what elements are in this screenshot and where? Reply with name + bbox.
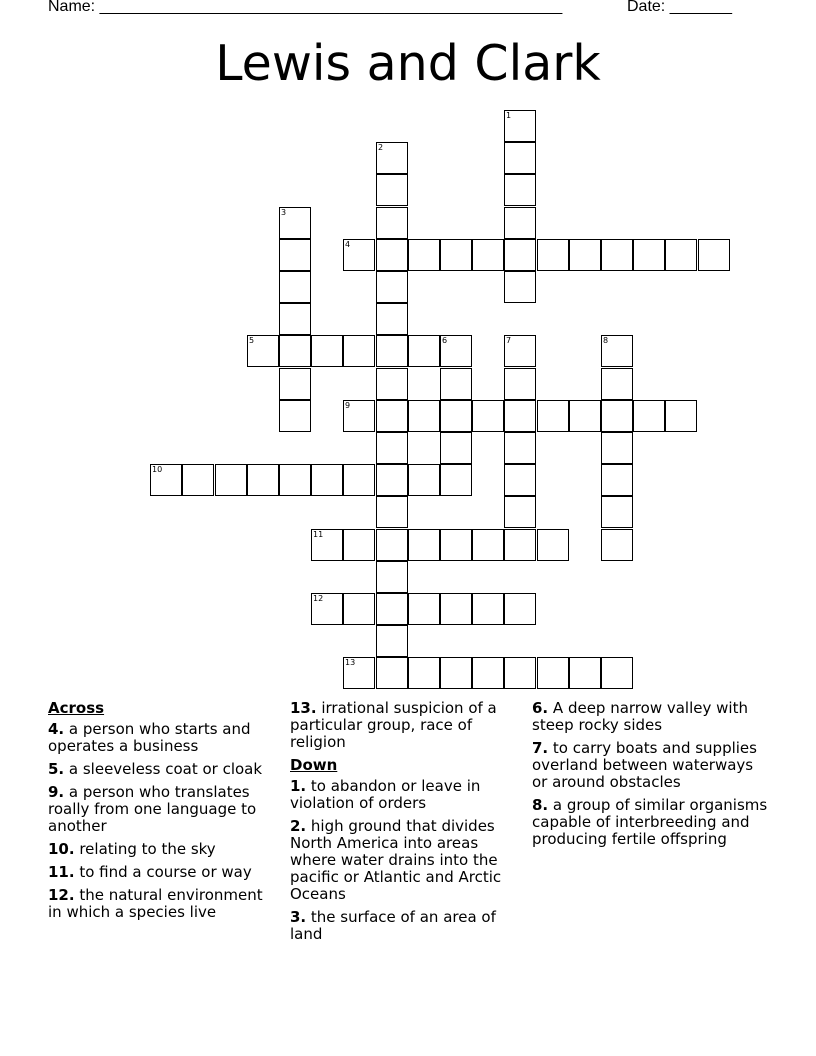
grid-cell[interactable] — [343, 593, 375, 625]
grid-cell[interactable] — [150, 464, 182, 496]
grid-cell[interactable] — [569, 400, 601, 432]
clue-item — [532, 700, 772, 734]
grid-cell[interactable] — [440, 335, 472, 367]
grid-cell[interactable] — [279, 464, 311, 496]
grid-cell[interactable] — [311, 593, 343, 625]
grid-cell[interactable] — [504, 207, 536, 239]
grid-cell[interactable] — [472, 529, 504, 561]
clue-text: the natural environment in which a species live — [48, 886, 263, 921]
grid-cell[interactable] — [504, 529, 536, 561]
grid-cell[interactable] — [376, 271, 408, 303]
grid-cell[interactable] — [376, 561, 408, 593]
clue-number: 6 — [442, 336, 448, 345]
clue-text: a person who translates roally from one language to another — [48, 783, 257, 835]
grid-cell[interactable] — [279, 303, 311, 335]
grid-cell[interactable] — [504, 593, 536, 625]
grid-cell[interactable] — [601, 432, 633, 464]
clue-number-label: 2. — [290, 817, 307, 835]
grid-cell[interactable] — [376, 368, 408, 400]
grid-cell[interactable] — [376, 400, 408, 432]
grid-cell[interactable] — [504, 239, 536, 271]
grid-cell[interactable] — [504, 400, 536, 432]
grid-cell[interactable] — [279, 239, 311, 271]
down-clue-list-continued — [532, 700, 772, 848]
grid-cell[interactable] — [504, 110, 536, 142]
grid-cell[interactable] — [376, 335, 408, 367]
grid-cell[interactable] — [408, 657, 440, 689]
grid-cell[interactable] — [440, 239, 472, 271]
grid-cell[interactable] — [440, 400, 472, 432]
grid-cell[interactable] — [504, 335, 536, 367]
grid-cell[interactable] — [472, 400, 504, 432]
grid-cell[interactable] — [343, 464, 375, 496]
grid-cell[interactable] — [537, 529, 569, 561]
clue-number-label: 7. — [532, 739, 549, 757]
clue-number-label: 12. — [48, 886, 75, 904]
grid-cell[interactable] — [376, 529, 408, 561]
clue-item — [48, 721, 280, 755]
grid-cell[interactable] — [376, 593, 408, 625]
clue-text: to carry boats and supplies overland between waterways or around obstacles — [532, 739, 757, 791]
grid-cell[interactable] — [408, 239, 440, 271]
clue-number-label: 1. — [290, 777, 307, 795]
grid-cell[interactable] — [376, 207, 408, 239]
grid-cell[interactable] — [311, 464, 343, 496]
grid-cell[interactable] — [601, 529, 633, 561]
clue-text: A deep narrow valley with steep rocky sides — [532, 699, 748, 734]
clue-text: a sleeveless coat or cloak — [64, 760, 263, 778]
clue-text: a person who starts and operates a business — [48, 720, 251, 755]
clue-item — [48, 864, 280, 881]
grid-cell[interactable] — [601, 239, 633, 271]
clue-text: the surface of an area of land — [290, 908, 496, 943]
grid-cell[interactable] — [665, 239, 697, 271]
clue-number: 3 — [281, 208, 287, 217]
clue-text: to find a course or way — [74, 863, 252, 881]
clue-number: 7 — [506, 336, 512, 345]
grid-cell[interactable] — [601, 464, 633, 496]
grid-cell[interactable] — [279, 335, 311, 367]
clue-number: 5 — [249, 336, 255, 345]
grid-cell[interactable] — [504, 496, 536, 528]
grid-cell[interactable] — [311, 335, 343, 367]
clue-item — [48, 761, 280, 778]
grid-cell[interactable] — [343, 529, 375, 561]
clue-number: 13 — [345, 658, 356, 667]
grid-cell[interactable] — [376, 496, 408, 528]
clue-number-label: 9. — [48, 783, 65, 801]
grid-cell[interactable] — [537, 400, 569, 432]
clue-item — [532, 740, 772, 791]
grid-cell[interactable] — [633, 400, 665, 432]
clue-number: 10 — [152, 465, 163, 474]
grid-cell[interactable] — [472, 593, 504, 625]
grid-cell[interactable] — [504, 142, 536, 174]
clue-number-label: 5. — [48, 760, 65, 778]
grid-cell[interactable] — [408, 335, 440, 367]
clue-item — [48, 887, 280, 921]
grid-cell[interactable] — [665, 400, 697, 432]
clue-number-label: 10. — [48, 840, 75, 858]
clue-number: 2 — [378, 143, 384, 152]
clue-item — [532, 797, 772, 848]
grid-cell[interactable] — [376, 625, 408, 657]
grid-cell[interactable] — [182, 464, 214, 496]
grid-cell[interactable] — [601, 400, 633, 432]
grid-cell[interactable] — [343, 239, 375, 271]
clue-item — [48, 784, 280, 835]
grid-cell[interactable] — [440, 657, 472, 689]
grid-cell[interactable] — [440, 593, 472, 625]
grid-cell[interactable] — [601, 657, 633, 689]
clue-number: 9 — [345, 401, 351, 410]
grid-cell[interactable] — [311, 529, 343, 561]
clue-text: a group of similar organisms capable of interbreeding and producing fertile offspring — [532, 796, 768, 848]
clue-item — [290, 700, 522, 751]
grid-cell[interactable] — [601, 335, 633, 367]
grid-cell[interactable] — [440, 432, 472, 464]
grid-cell[interactable] — [440, 464, 472, 496]
grid-cell[interactable] — [440, 529, 472, 561]
grid-cell[interactable] — [376, 657, 408, 689]
grid-cell[interactable] — [537, 657, 569, 689]
clue-item — [290, 818, 522, 903]
grid-cell[interactable] — [279, 207, 311, 239]
grid-cell[interactable] — [279, 271, 311, 303]
grid-cell[interactable] — [408, 593, 440, 625]
clue-number: 12 — [313, 594, 324, 603]
grid-cell[interactable] — [376, 303, 408, 335]
clue-number: 4 — [345, 240, 351, 249]
grid-cell[interactable] — [376, 239, 408, 271]
clue-number-label: 8. — [532, 796, 549, 814]
clue-text: relating to the sky — [74, 840, 216, 858]
down-clue-list — [290, 778, 522, 943]
grid-cell[interactable] — [215, 464, 247, 496]
grid-cell[interactable] — [440, 368, 472, 400]
grid-cell[interactable] — [569, 239, 601, 271]
clues-column-2 — [290, 700, 522, 949]
grid-cell[interactable] — [698, 239, 730, 271]
clue-number: 8 — [603, 336, 609, 345]
clue-number-label: 3. — [290, 908, 307, 926]
clue-number-label: 11. — [48, 863, 75, 881]
clue-text: irrational suspicion of a particular group, race of religion — [290, 699, 497, 751]
clue-number: 1 — [506, 111, 512, 120]
clue-text: to abandon or leave in violation of orders — [290, 777, 481, 812]
clue-item — [290, 909, 522, 943]
clue-item — [48, 841, 280, 858]
grid-cell[interactable] — [247, 335, 279, 367]
grid-cell[interactable] — [633, 239, 665, 271]
grid-cell[interactable] — [504, 174, 536, 206]
grid-cell[interactable] — [279, 400, 311, 432]
grid-cell[interactable] — [504, 271, 536, 303]
grid-cell[interactable] — [601, 496, 633, 528]
grid-cell[interactable] — [472, 657, 504, 689]
grid-cell[interactable] — [247, 464, 279, 496]
grid-cell[interactable] — [376, 142, 408, 174]
clue-text: high ground that divides North America into areas where water drains into the pacific or Atlantic and Arctic Oceans — [290, 817, 502, 903]
grid-cell[interactable] — [343, 657, 375, 689]
grid-cell[interactable] — [376, 174, 408, 206]
grid-cell[interactable] — [343, 400, 375, 432]
grid-cell[interactable] — [343, 335, 375, 367]
grid-cell[interactable] — [472, 239, 504, 271]
grid-cell[interactable] — [376, 464, 408, 496]
grid-cell[interactable] — [504, 368, 536, 400]
clues-column-1 — [48, 700, 280, 927]
grid-cell[interactable] — [408, 400, 440, 432]
grid-cell[interactable] — [537, 239, 569, 271]
clue-number-label: 4. — [48, 720, 65, 738]
grid-cell[interactable] — [504, 464, 536, 496]
date-field[interactable]: Date: _______ — [627, 0, 732, 15]
clue-number-label: 13. — [290, 699, 317, 717]
down-heading: Down — [290, 756, 338, 774]
clue-number: 11 — [313, 530, 324, 539]
across-clue-list-continued — [290, 700, 522, 751]
grid-cell[interactable] — [504, 432, 536, 464]
clues-column-3 — [532, 700, 772, 854]
grid-cell[interactable] — [376, 432, 408, 464]
across-clue-list — [48, 721, 280, 921]
grid-cell[interactable] — [504, 657, 536, 689]
clue-item — [290, 778, 522, 812]
across-heading: Across — [48, 699, 105, 717]
name-field[interactable]: Name: ____________________________________________________ — [48, 0, 563, 15]
grid-cell[interactable] — [408, 464, 440, 496]
page-title: Lewis and Clark — [215, 35, 601, 92]
clue-number-label: 6. — [532, 699, 549, 717]
grid-cell[interactable] — [569, 657, 601, 689]
grid-cell[interactable] — [601, 368, 633, 400]
grid-cell[interactable] — [279, 368, 311, 400]
grid-cell[interactable] — [408, 529, 440, 561]
